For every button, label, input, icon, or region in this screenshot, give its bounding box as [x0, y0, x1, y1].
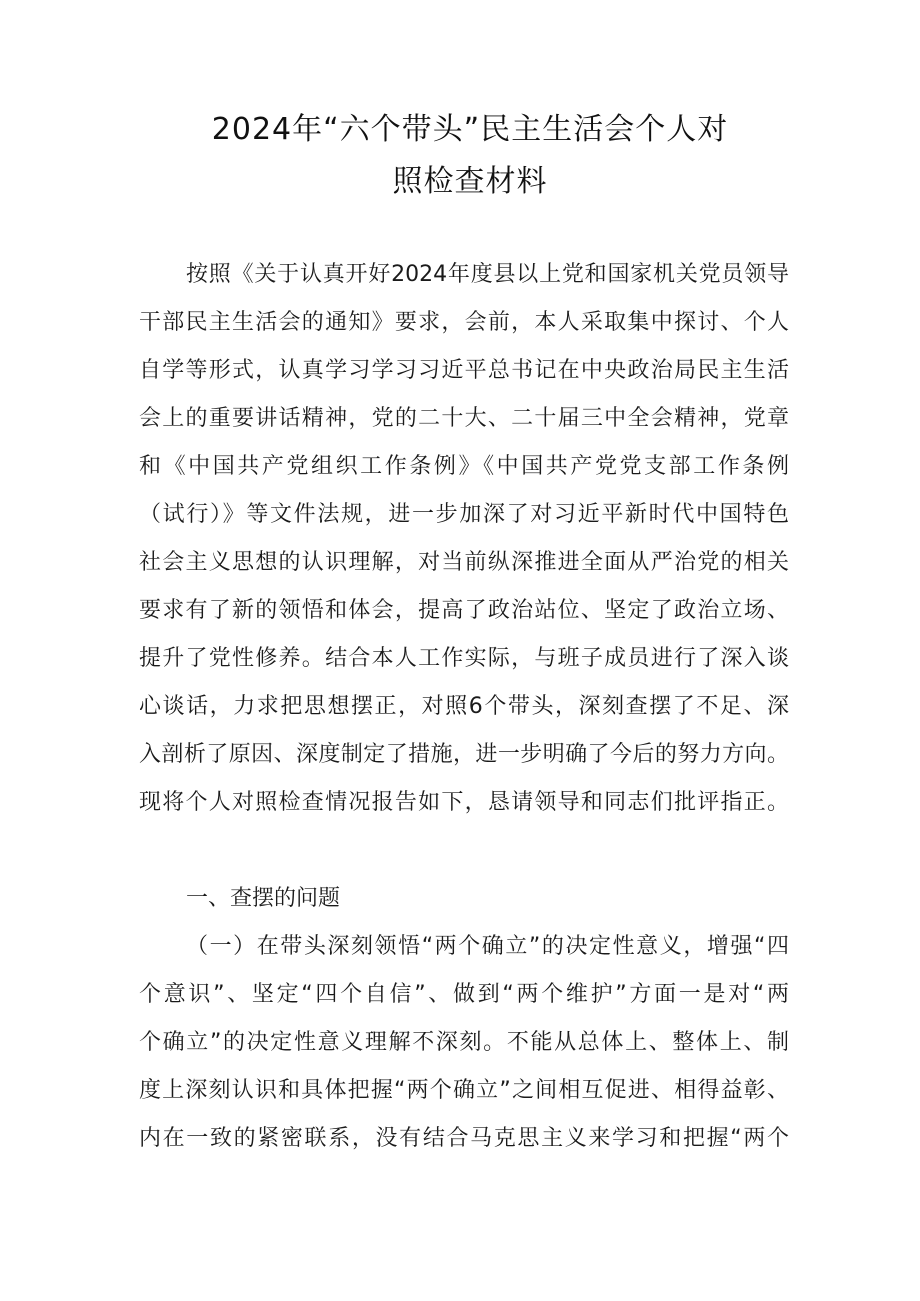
intro-line: 干部民主生活会的通知》要求，会前，本人采取集中探讨、个人 — [139, 310, 789, 335]
intro-line: （试行）》等文件法规，进一步加深了对习近平新时代中国特色 — [139, 502, 789, 527]
intro-line: 按照《关于认真开好2024年度县以上党和国家机关党员领导 — [186, 262, 789, 287]
section1-line: 度上深刻认识和具体把握“两个确立”之间相互促进、相得益彰、 — [139, 1078, 789, 1103]
document-title-line-1: 2024年“六个带头”民主生活会个人对 — [211, 112, 729, 147]
intro-line: 要求有了新的领悟和体会，提高了政治站位、坚定了政治立场、 — [139, 598, 789, 623]
intro-line: 提升了党性修养。结合本人工作实际，与班子成员进行了深入谈 — [139, 646, 789, 671]
section1-line: 内在一致的紧密联系，没有结合马克思主义来学习和把握“两个 — [139, 1126, 789, 1151]
intro-line: 和《中国共产党组织工作条例》《中国共产党党支部工作条例 — [139, 454, 789, 479]
intro-line: 自学等形式，认真学习学习习近平总书记在中央政治局民主生活 — [139, 358, 789, 383]
intro-line: 现将个人对照检查情况报告如下，恳请领导和同志们批评指正。 — [139, 790, 789, 815]
intro-line: 会上的重要讲话精神，党的二十大、二十届三中全会精神，党章 — [139, 406, 789, 431]
section1-line: （一）在带头深刻领悟“两个确立”的决定性意义，增强“四 — [186, 934, 789, 959]
document-title-line-2: 照检查材料 — [392, 164, 548, 199]
section-heading: 一、查摆的问题 — [186, 886, 341, 911]
intro-line: 心谈话，力求把思想摆正，对照6个带头，深刻查摆了不足、深 — [139, 694, 789, 719]
intro-line: 社会主义思想的认识理解，对当前纵深推进全面从严治党的相关 — [139, 550, 789, 575]
section1-line: 个确立”的决定性意义理解不深刻。不能从总体上、整体上、制 — [139, 1030, 789, 1055]
intro-line: 入剖析了原因、深度制定了措施，进一步明确了今后的努力方向。 — [139, 742, 789, 767]
section1-line: 个意识”、坚定“四个自信”、做到“两个维护”方面一是对“两 — [139, 982, 789, 1007]
